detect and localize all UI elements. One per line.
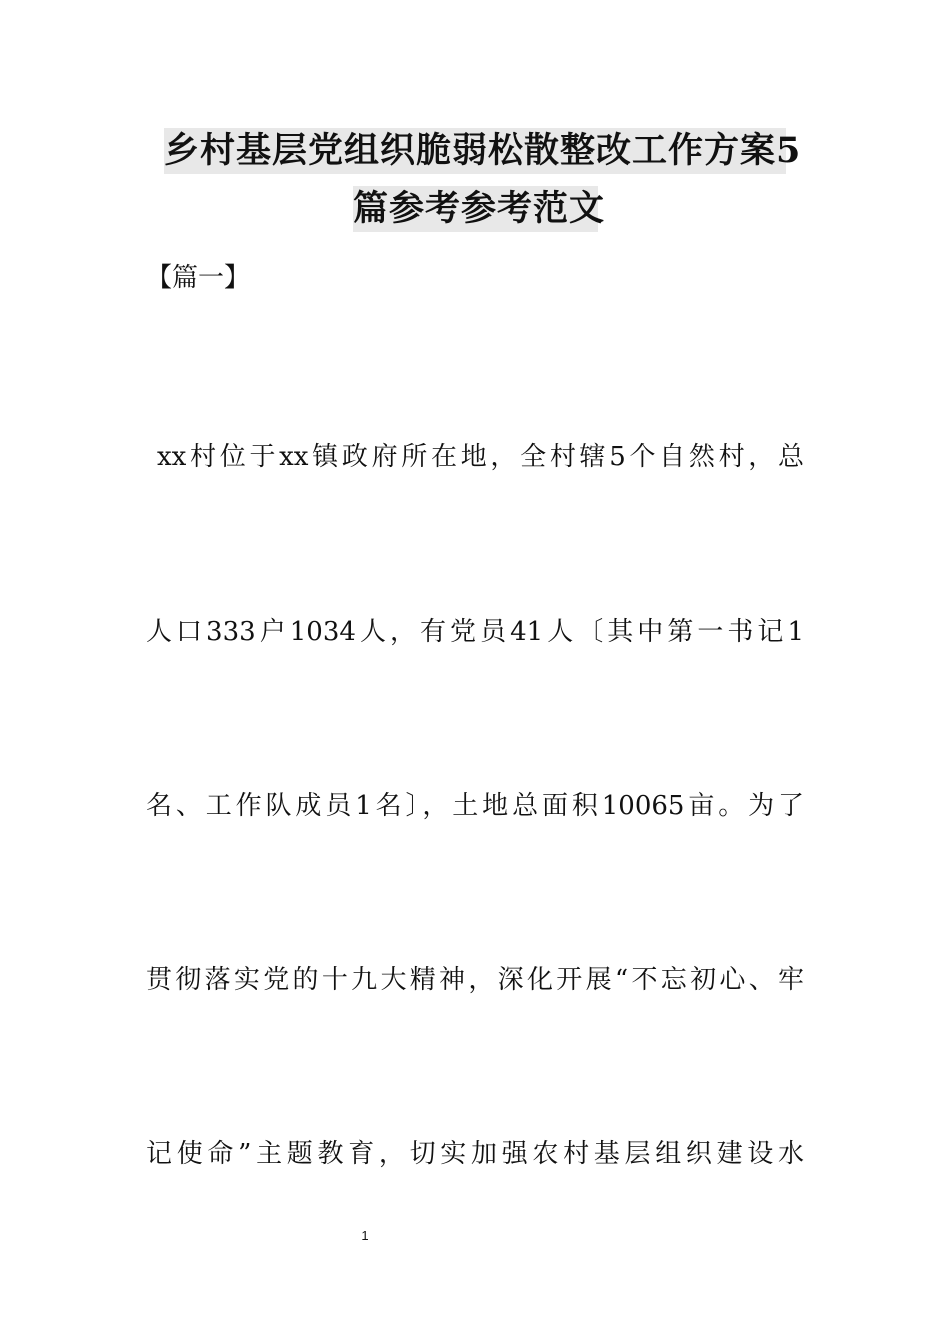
body-text-line: 记使命”主题教育，切实加强农村基层组织建设水 <box>146 1139 804 1169</box>
document-title-line-2: 篇参考参考范文 <box>353 186 598 232</box>
body-text-line: xx村位于xx镇政府所在地，全村辖5个自然村，总 <box>157 442 804 472</box>
body-text-line: 名、工作队成员1名〕，土地总面积10065亩。为了 <box>146 791 804 821</box>
document-title-line-1: 乡村基层党组织脆弱松散整改工作方案5 <box>164 128 786 174</box>
body-text-line: 贯彻落实党的十九大精神，深化开展“不忘初心、牢 <box>146 965 804 995</box>
page-number: 1 <box>361 1228 369 1243</box>
section-label: 【篇一】 <box>146 263 251 293</box>
body-text-line: 人口333户1034人，有党员41人〔其中第一书记1 <box>146 617 804 647</box>
